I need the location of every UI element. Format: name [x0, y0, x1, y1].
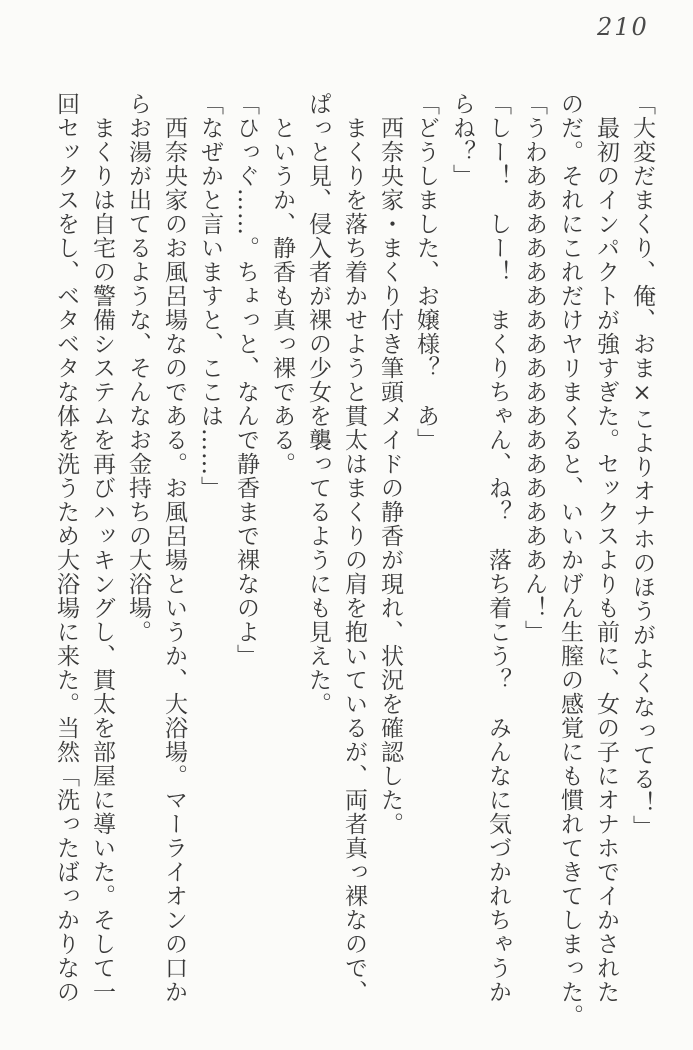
- text-line: らね？」: [449, 92, 475, 188]
- vertical-text-block: [48, 92, 660, 1028]
- text-line: 「どうしました、お嬢様？ あ」: [413, 92, 439, 452]
- text-line: 「大変だまくり、俺、おま×こよりオナホのほうがよくなってる！」: [629, 92, 655, 839]
- text-line: 「うわあああああああああああああああああん！」: [521, 92, 547, 644]
- text-line: 「なぜかと言いますと、ここは……」: [197, 92, 223, 500]
- text-line: まくりは自宅の警備システムを再びハッキングし、貫太を部屋に導いた。そして一: [89, 92, 115, 1004]
- text-line: 「ひっぐ……。ちょっと、なんで静香まで裸なのよ」: [233, 92, 259, 668]
- text-line: まくりを落ち着かせようと貫太はまくりの肩を抱いているが、両者真っ裸なので、: [341, 92, 367, 1004]
- text-line: 「しー！ しー！ まくりちゃん、ね？ 落ち着こう？ みんなに気づかれちゃうか: [485, 92, 511, 1004]
- text-line: 西奈央家のお風呂場なのである。お風呂場というか、大浴場。マーライオンの口か: [161, 92, 187, 1004]
- text-line: 回セックスをし、ベタベタな体を洗うため大浴場に来た。当然「洗ったばっかりなの: [53, 92, 79, 1004]
- text-line: のだ。それにこれだけヤリまくると、いいかげん生膣の感覚にも慣れてきてしまった。: [557, 92, 583, 1028]
- text-line: というか、静香も真っ裸である。: [269, 92, 295, 476]
- text-line: らお湯が出てるような、そんなお金持ちの大浴場。: [125, 92, 151, 644]
- page-number: 210: [597, 13, 649, 41]
- text-line: ぱっと見、侵入者が裸の少女を襲ってるようにも見えた。: [305, 92, 331, 716]
- text-line: 西奈央家・まくり付き筆頭メイドの静香が現れ、状況を確認した。: [377, 92, 403, 836]
- text-line: 最初のインパクトが強すぎた。セックスよりも前に、女の子にオナホでイかされた: [593, 92, 619, 1004]
